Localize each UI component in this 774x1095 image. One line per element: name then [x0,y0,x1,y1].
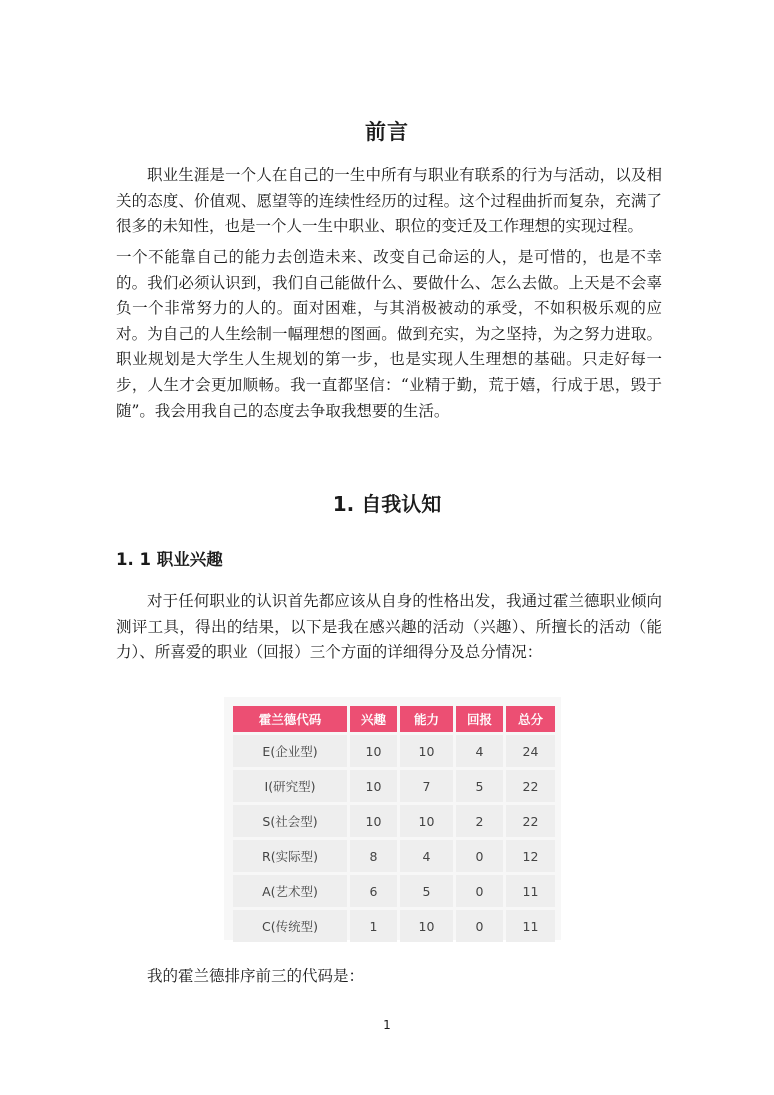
header-cell-code: 霍兰德代码 [233,706,347,732]
header-cell-reward: 回报 [456,706,503,732]
table-cell: R(实际型) [233,840,347,872]
table-cell: 5 [456,770,503,802]
table-cell: 22 [506,770,555,802]
preface-paragraph-1 [116,163,662,240]
table-cell: 10 [350,735,397,767]
preface-title: 前言 [365,120,409,144]
table-cell: 24 [506,735,555,767]
table-cell: 22 [506,805,555,837]
table-cell: 11 [506,910,555,942]
table-cell: E(企业型) [233,735,347,767]
page-number: 1 [383,1018,391,1032]
closing-line: 我的霍兰德排序前三的代码是： [147,967,365,985]
table-cell: 11 [506,875,555,907]
table-header-row [233,706,555,732]
table-row [233,840,555,872]
table-cell: C(传统型) [233,910,347,942]
section-heading: 1. 自我认知 [332,492,442,516]
table-row [233,875,555,907]
header-cell-ability: 能力 [400,706,453,732]
table-cell: 10 [350,805,397,837]
holland-table-image [224,697,561,940]
table-cell: 0 [456,875,503,907]
table-cell: 0 [456,910,503,942]
table-cell: 10 [400,805,453,837]
table-cell: 2 [456,805,503,837]
table-cell: 8 [350,840,397,872]
header-cell-total: 总分 [506,706,555,732]
preface-paragraph-1-text: 职业生涯是一个人在自己的一生中所有与职业有联系的行为与活动，以及相关的态度、价值观、愿望等的连续性经历的过程。这个过程曲折而复杂，充满了很多的未知性，也是一个人一生中职业、职位的变迁及工作理想的实现过程。 [116,166,662,236]
table-cell: 4 [456,735,503,767]
table-row [233,770,555,802]
preface-paragraph-2-text: 一个不能靠自己的能力去创造未来、改变自己命运的人，是可惜的，也是不幸的。我们必须认识到，我们自己能做什么、要做什么、怎么去做。上天是不会辜负一个非常努力的人的。面对困难，与其消极被动的承受，不如积极乐观的应对。为自己的人生绘制一幅理想的图画。做到充实，为之坚持，为之努力进取。职业规划是大学生人生规划的第一步，也是实现人生理想的基础。只走好每一步，人生才会更加顺畅。我一直都坚信：“业精于勤，荒于嬉，行成于思，毁于随”。我会用我自己的态度去争取我想要的生活。 [116,248,662,420]
table-cell: I(研究型) [233,770,347,802]
table-cell: 0 [456,840,503,872]
table-cell: 7 [400,770,453,802]
table-cell: 5 [400,875,453,907]
header-cell-interest: 兴趣 [350,706,397,732]
table-row [233,805,555,837]
table-cell: 10 [400,735,453,767]
table-cell: 12 [506,840,555,872]
table-cell: A(艺术型) [233,875,347,907]
table-cell: 1 [350,910,397,942]
table-cell: 4 [400,840,453,872]
table-cell: S(社会型) [233,805,347,837]
subsection-paragraph-text: 对于任何职业的认识首先都应该从自身的性格出发，我通过霍兰德职业倾向测评工具，得出的结果，以下是我在感兴趣的活动（兴趣）、所擅长的活动（能力）、所喜爱的职业（回报）三个方面的详细得分及总分情况： [116,592,662,662]
table-cell: 10 [350,770,397,802]
table-row [233,735,555,767]
table-cell: 10 [400,910,453,942]
holland-score-table [230,703,558,945]
table-row [233,910,555,942]
subsection-heading: 1. 1 职业兴趣 [116,550,223,569]
subsection-paragraph [116,589,662,666]
table-cell: 6 [350,875,397,907]
preface-paragraph-2 [116,245,662,424]
